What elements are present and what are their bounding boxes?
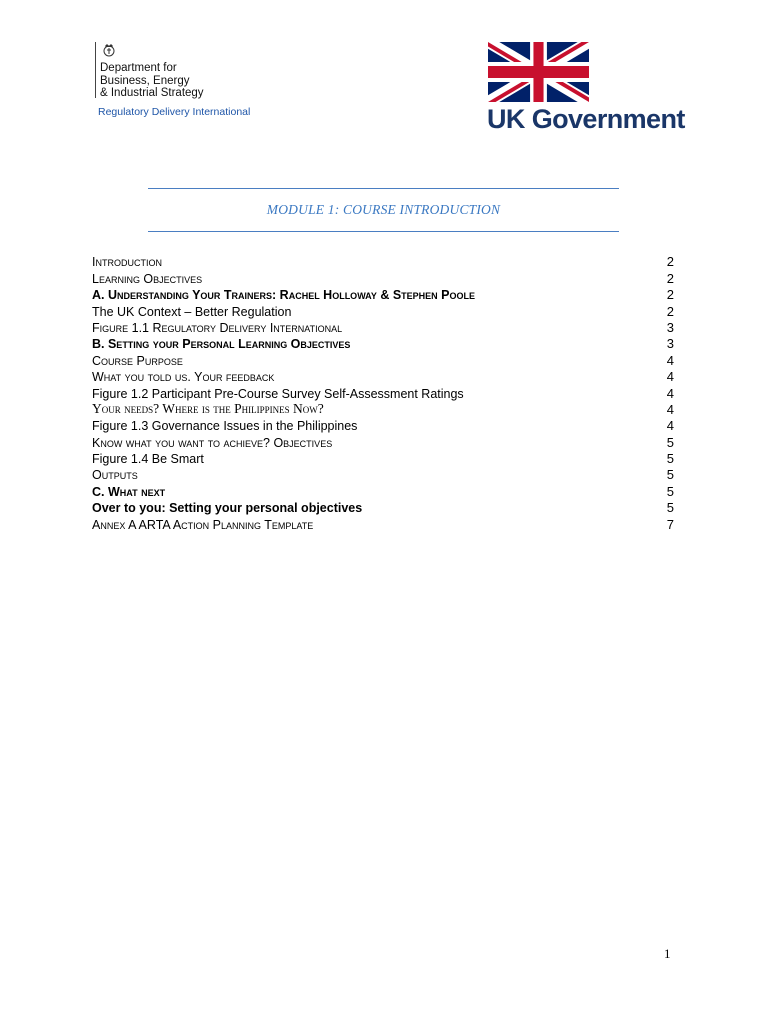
- toc-label: B. Setting your Personal Learning Objectives: [92, 337, 351, 352]
- table-of-contents: [92, 254, 674, 533]
- toc-label: Know what you want to achieve? Objectives: [92, 435, 333, 450]
- toc-label: The UK Context – Better Regulation: [92, 304, 292, 319]
- uk-government-logo: [487, 42, 699, 136]
- toc-page-number: 7: [666, 516, 674, 532]
- toc-page-number: 2: [666, 287, 674, 303]
- logo-divider: [95, 42, 96, 98]
- toc-page-number: 4: [666, 369, 674, 385]
- beis-logo-text: [100, 62, 204, 100]
- toc-page-number: 2: [666, 254, 674, 270]
- toc-label: C. What next: [92, 484, 166, 499]
- toc-entry-figure-1-3[interactable]: [92, 418, 674, 434]
- toc-entry-setting-objectives[interactable]: [92, 336, 674, 352]
- union-flag-icon: [488, 42, 589, 102]
- toc-entry-what-next[interactable]: [92, 483, 674, 499]
- beis-logo: [94, 42, 264, 122]
- toc-page-number: 4: [666, 385, 674, 401]
- toc-entry-understanding-trainers[interactable]: [92, 287, 674, 303]
- toc-page-number: 3: [666, 319, 674, 335]
- toc-entry-figure-1-4[interactable]: [92, 451, 674, 467]
- beis-line-1: Department for: [100, 62, 177, 74]
- toc-label: Over to you: Setting your personal objectives: [92, 501, 363, 516]
- toc-entry-annex-a[interactable]: [92, 516, 674, 532]
- toc-entry-over-to-you[interactable]: [92, 500, 674, 516]
- toc-page-number: 4: [666, 401, 674, 417]
- beis-line-3: & Industrial Strategy: [100, 87, 204, 99]
- toc-entry-outputs[interactable]: [92, 467, 674, 483]
- toc-entry-uk-context[interactable]: [92, 303, 674, 319]
- beis-line-2: Business, Energy: [100, 74, 190, 87]
- toc-page-number: 4: [666, 352, 674, 368]
- toc-entry-learning-objectives[interactable]: [92, 270, 674, 286]
- toc-label: Annex A ARTA Action Planning Template: [92, 517, 314, 532]
- toc-label: Figure 1.4 Be Smart: [92, 452, 204, 467]
- toc-label: Outputs: [92, 468, 138, 483]
- toc-entry-course-purpose[interactable]: [92, 352, 674, 368]
- toc-entry-feedback[interactable]: [92, 369, 674, 385]
- toc-page-number: 5: [666, 500, 674, 516]
- toc-label: Introduction: [92, 255, 162, 270]
- toc-entry-figure-1-1[interactable]: [92, 320, 674, 336]
- page-number: 1: [664, 946, 671, 961]
- toc-page-number: 5: [666, 451, 674, 467]
- toc-page-number: 3: [666, 336, 674, 352]
- module-title: MODULE 1: COURSE INTRODUCTION: [266, 202, 501, 217]
- toc-label: Figure 1.3 Governance Issues in the Philippines: [92, 419, 358, 434]
- toc-page-number: 5: [666, 467, 674, 483]
- royal-crest-icon: [101, 42, 117, 58]
- toc-entry-your-needs[interactable]: [92, 402, 674, 418]
- uk-government-wordmark: UK Government: [487, 104, 685, 134]
- toc-label: Course Purpose: [92, 353, 183, 368]
- toc-label: What you told us. Your feedback: [92, 370, 275, 385]
- toc-label: Figure 1.2 Participant Pre-Course Survey Self-Assessment Ratings: [92, 386, 464, 401]
- toc-page-number: 4: [666, 418, 674, 434]
- toc-page-number: 2: [666, 303, 674, 319]
- toc-label: Your needs? Where is the Philippines Now?: [92, 400, 324, 416]
- toc-page-number: 5: [666, 483, 674, 499]
- toc-label: Figure 1.1 Regulatory Delivery International: [92, 320, 343, 335]
- toc-entry-figure-1-2[interactable]: [92, 385, 674, 401]
- toc-page-number: 2: [666, 270, 674, 286]
- toc-label: Learning Objectives: [92, 271, 203, 286]
- toc-entry-know-what-you-want[interactable]: [92, 434, 674, 450]
- rdi-subtitle: Regulatory Delivery International: [98, 106, 251, 118]
- title-rule-top: [148, 188, 619, 189]
- toc-entry-introduction[interactable]: [92, 254, 674, 270]
- title-rule-bottom: [148, 231, 619, 232]
- toc-page-number: 5: [666, 434, 674, 450]
- toc-label: A. Understanding Your Trainers: Rachel Holloway & Stephen Poole: [92, 288, 475, 303]
